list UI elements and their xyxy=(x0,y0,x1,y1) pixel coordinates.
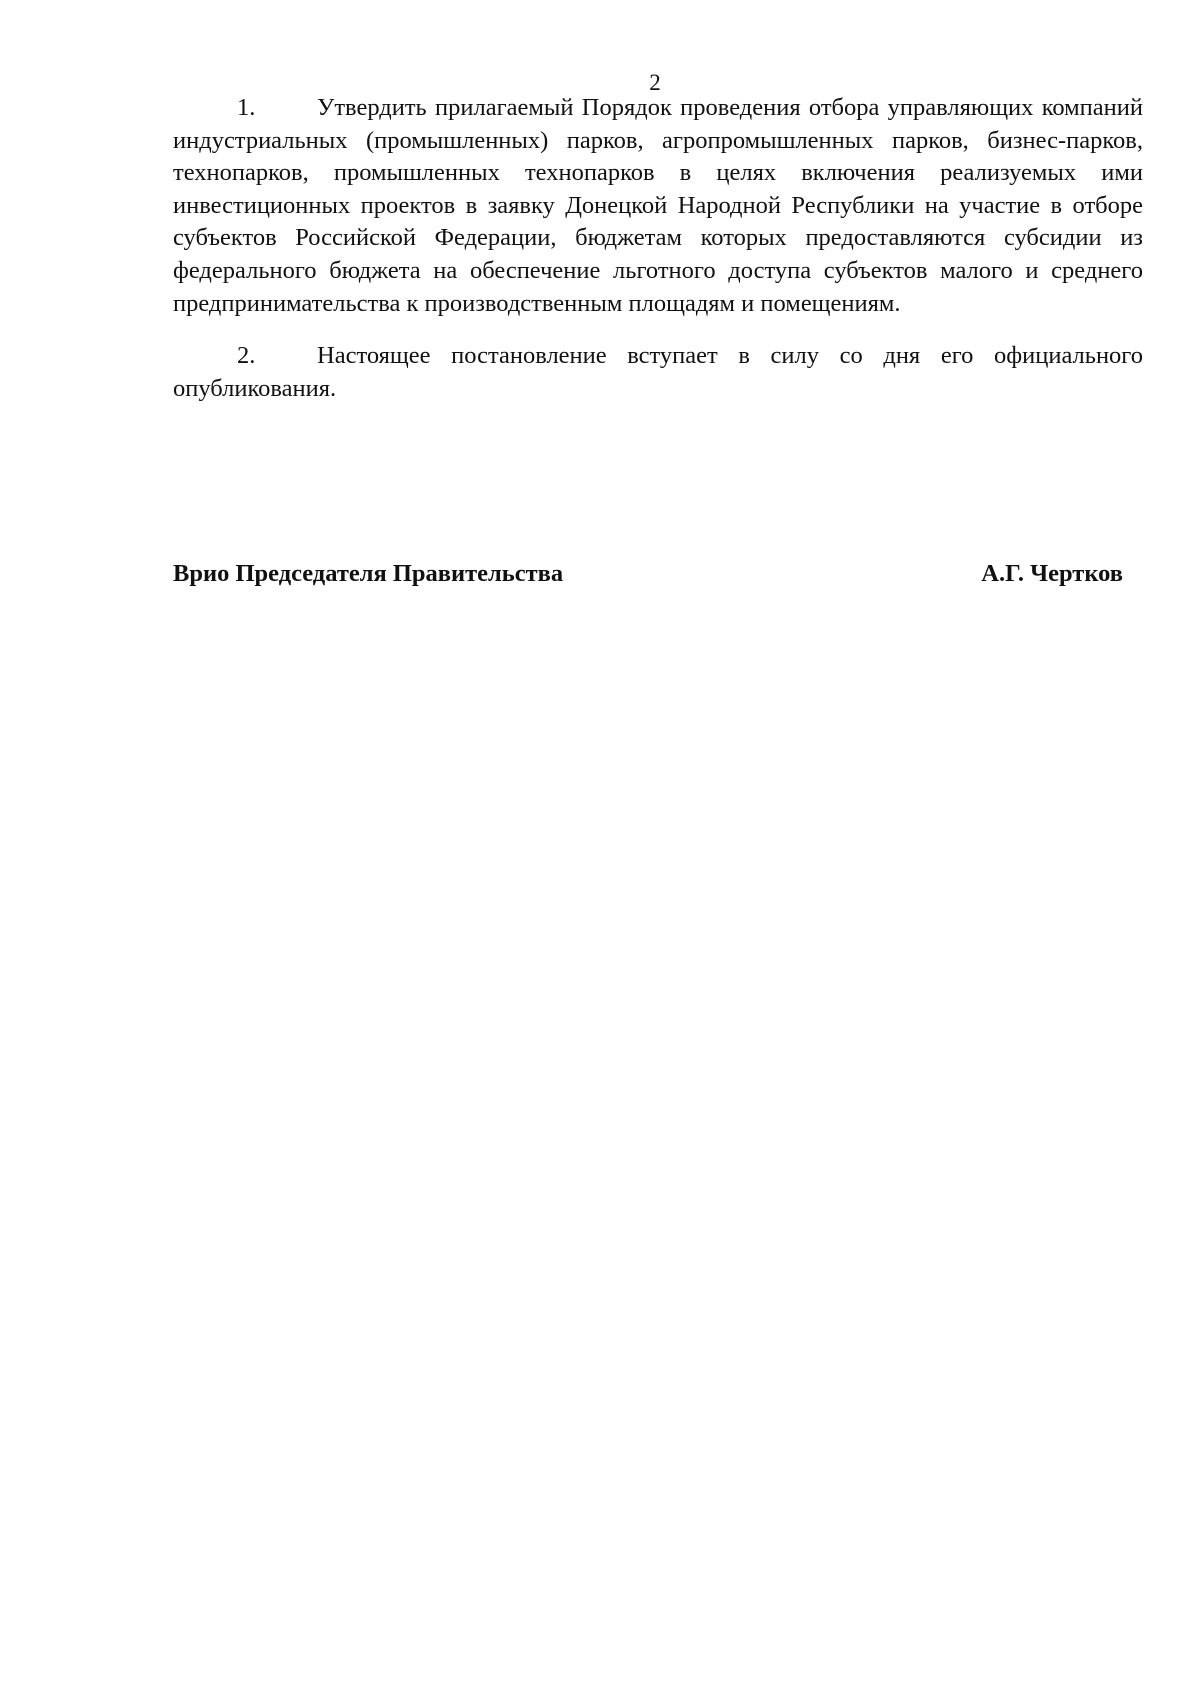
paragraph-text: Настоящее постановление вступает в силу со дня его официального опубликования. xyxy=(173,342,1143,402)
paragraph-1 xyxy=(173,92,1143,320)
paragraph-number: 1. xyxy=(237,94,256,121)
paragraph-text: Утвердить прилагаемый Порядок проведения отбора управляющих компаний индустриальных (промышленных) парков, агропромышленных парков, бизнес-парков, технопарков, промышленных технопарков в целях включения реализуемых ими инвестиционных проектов в заявку Донецкой Народной Республики на участие в отборе субъектов Российской Федерации, бюджетам которых предоставляются субсидии из федерального бюджета на обеспечение льготного доступа субъектов малого и среднего предпринимательства к производственным площадям и помещениям. xyxy=(173,94,1143,317)
document-body xyxy=(173,92,1143,405)
paragraph-number: 2. xyxy=(237,342,256,370)
signatory-name: А.Г. Чертков xyxy=(981,560,1123,587)
paragraph-2 xyxy=(173,340,1143,405)
signatory-title: Врио Председателя Правительства xyxy=(173,560,564,587)
page-number: 2 xyxy=(649,70,661,95)
